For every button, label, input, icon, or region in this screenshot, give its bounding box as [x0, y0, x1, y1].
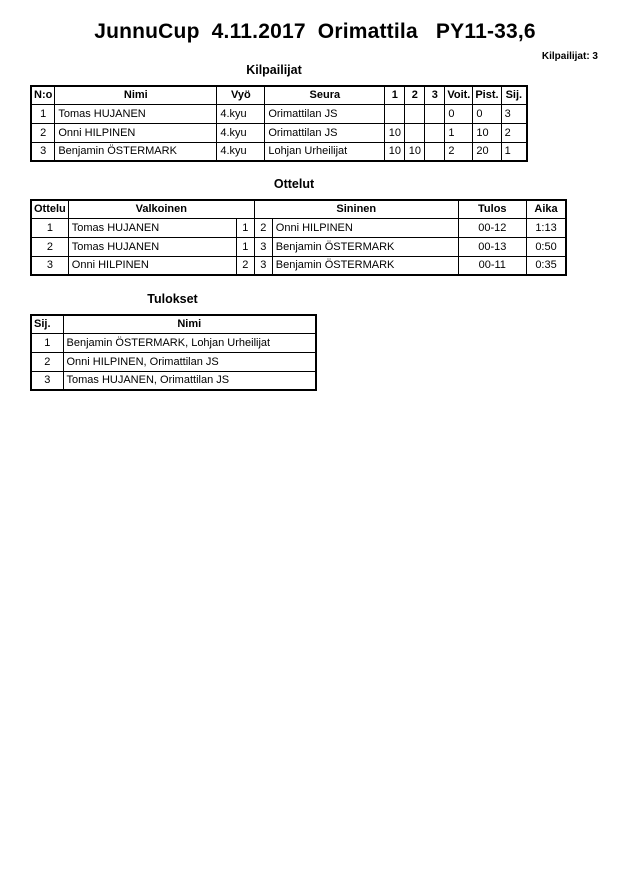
col-header-voit: Voit. [445, 86, 473, 104]
table-row [31, 352, 316, 371]
cell-pist: 20 [473, 142, 501, 161]
table-row [31, 237, 566, 256]
cell-sij: 3 [31, 371, 63, 390]
col-header-sij: Sij. [501, 86, 527, 104]
ottelut-table [30, 199, 567, 276]
cell-round2 [405, 123, 425, 142]
col-header-sininen: Sininen [254, 200, 458, 218]
col-header-nimi: Nimi [55, 86, 217, 104]
cell-nimi: Tomas HUJANEN [55, 104, 217, 123]
col-header-no: N:o [31, 86, 55, 104]
cell-sininen: Onni HILPINEN [272, 218, 458, 237]
cell-sij: 1 [31, 333, 63, 352]
cell-round1 [385, 104, 405, 123]
cell-ottelu: 1 [31, 218, 68, 237]
tulokset-heading: Tulokset [147, 292, 198, 306]
cell-valkoinen-no: 2 [236, 256, 254, 275]
cell-round3 [425, 123, 445, 142]
col-header-round1: 1 [385, 86, 405, 104]
tulokset-section [0, 292, 630, 391]
table-row [31, 333, 316, 352]
col-header-tulos: Tulos [458, 200, 526, 218]
cell-pist: 10 [473, 123, 501, 142]
ottelut-section [0, 177, 630, 276]
col-header-vyo: Vyö [217, 86, 265, 104]
cell-nimi: Onni HILPINEN [55, 123, 217, 142]
cell-tulos: 00-12 [458, 218, 526, 237]
cell-round2 [405, 104, 425, 123]
cell-seura: Orimattilan JS [265, 104, 385, 123]
cell-seura: Orimattilan JS [265, 123, 385, 142]
cell-sij: 1 [501, 142, 527, 161]
cell-sij: 2 [501, 123, 527, 142]
cell-vyo: 4.kyu [217, 104, 265, 123]
ottelut-heading: Ottelut [273, 177, 315, 191]
cell-valkoinen: Tomas HUJANEN [68, 237, 236, 256]
page-title: JunnuCup 4.11.2017 Orimattila PY11-33,6 [94, 20, 536, 43]
cell-sininen: Benjamin ÖSTERMARK [272, 237, 458, 256]
cell-valkoinen: Onni HILPINEN [68, 256, 236, 275]
cell-ottelu: 3 [31, 256, 68, 275]
table-row [31, 371, 316, 390]
cell-vyo: 4.kyu [217, 123, 265, 142]
col-header-seura: Seura [265, 86, 385, 104]
cell-sininen-no: 3 [254, 237, 272, 256]
cell-round3 [425, 104, 445, 123]
table-row [31, 104, 527, 123]
col-header-valkoinen: Valkoinen [68, 200, 254, 218]
kilpailijat-header-row [31, 86, 527, 104]
cell-voit: 2 [445, 142, 473, 161]
cell-nimi: Onni HILPINEN, Orimattilan JS [63, 352, 316, 371]
cell-pist: 0 [473, 104, 501, 123]
cell-no: 1 [31, 104, 55, 123]
col-header-pist: Pist. [473, 86, 501, 104]
cell-valkoinen-no: 1 [236, 237, 254, 256]
cell-nimi: Tomas HUJANEN, Orimattilan JS [63, 371, 316, 390]
cell-round2: 10 [405, 142, 425, 161]
table-row [31, 218, 566, 237]
cell-sininen: Benjamin ÖSTERMARK [272, 256, 458, 275]
cell-valkoinen-no: 1 [236, 218, 254, 237]
col-header-round2: 2 [405, 86, 425, 104]
cell-tulos: 00-11 [458, 256, 526, 275]
col-header-sij: Sij. [31, 315, 63, 333]
cell-nimi: Benjamin ÖSTERMARK, Lohjan Urheilijat [63, 333, 316, 352]
tulokset-header-row [31, 315, 316, 333]
cell-voit: 1 [445, 123, 473, 142]
cell-round1: 10 [385, 123, 405, 142]
col-header-aika: Aika [526, 200, 566, 218]
cell-vyo: 4.kyu [217, 142, 265, 161]
col-header-round3: 3 [425, 86, 445, 104]
cell-ottelu: 2 [31, 237, 68, 256]
cell-voit: 0 [445, 104, 473, 123]
col-header-ottelu: Ottelu [31, 200, 68, 218]
cell-round1: 10 [385, 142, 405, 161]
table-row [31, 142, 527, 161]
cell-no: 2 [31, 123, 55, 142]
tulokset-table [30, 314, 317, 391]
cell-nimi: Benjamin ÖSTERMARK [55, 142, 217, 161]
cell-aika: 0:50 [526, 237, 566, 256]
kilpailijat-heading: Kilpailijat [246, 63, 302, 77]
cell-sij: 2 [31, 352, 63, 371]
table-row [31, 123, 527, 142]
cell-sininen-no: 3 [254, 256, 272, 275]
cell-sij: 3 [501, 104, 527, 123]
kilpailijat-table [30, 85, 528, 162]
cell-aika: 1:13 [526, 218, 566, 237]
cell-round3 [425, 142, 445, 161]
table-row [31, 256, 566, 275]
cell-valkoinen: Tomas HUJANEN [68, 218, 236, 237]
cell-sininen-no: 2 [254, 218, 272, 237]
cell-aika: 0:35 [526, 256, 566, 275]
cell-seura: Lohjan Urheilijat [265, 142, 385, 161]
cell-no: 3 [31, 142, 55, 161]
ottelut-header-row [31, 200, 566, 218]
competitor-count: Kilpailijat: 3 [541, 51, 598, 62]
cell-tulos: 00-13 [458, 237, 526, 256]
col-header-nimi: Nimi [63, 315, 316, 333]
kilpailijat-section [0, 63, 630, 162]
